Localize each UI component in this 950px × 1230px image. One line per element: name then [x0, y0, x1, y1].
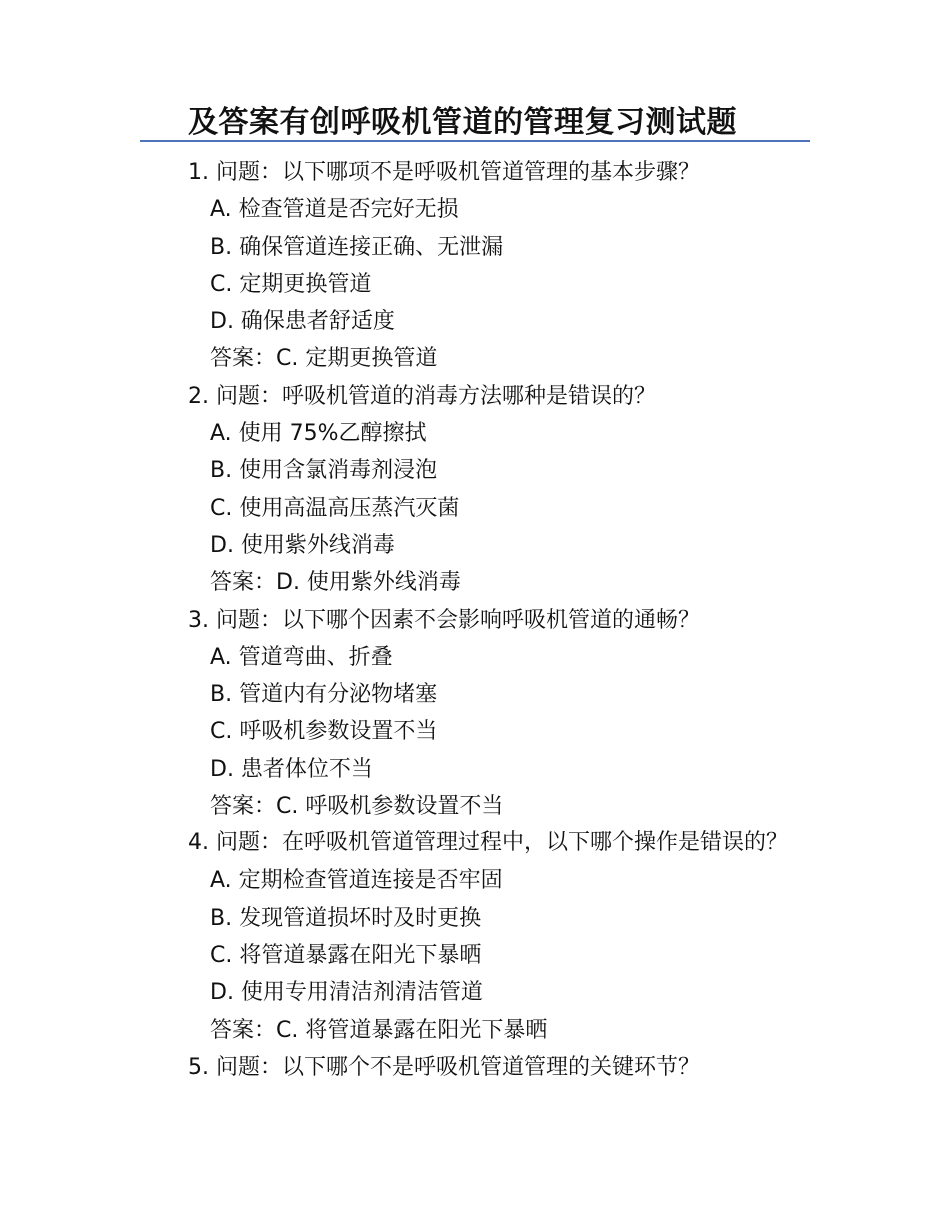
question-number: 5. [188, 1054, 209, 1080]
question-prompt: 问题：以下哪个不是呼吸机管道管理的关键环节？ [216, 1054, 701, 1080]
option-c: C. 使用高温高压蒸汽灭菌 [210, 495, 460, 521]
option-b: B. 确保管道连接正确、无泄漏 [210, 234, 504, 260]
question-number: 2. [188, 383, 209, 409]
question-prompt: 问题：以下哪项不是呼吸机管道管理的基本步骤？ [216, 160, 701, 185]
option-a: A. 使用 75%乙醇擦拭 [210, 421, 427, 447]
option-d: D. 患者体位不当 [210, 756, 373, 782]
question-5 [140, 1049, 815, 1086]
question-1 [140, 154, 815, 378]
option-d: D. 确保患者舒适度 [210, 309, 395, 335]
title-underline [140, 140, 810, 142]
question-2 [140, 378, 815, 602]
option-c: C. 定期更换管道 [210, 271, 372, 297]
question-text [140, 378, 815, 415]
option-d: D. 使用紫外线消毒 [210, 532, 395, 558]
question-list [140, 154, 815, 1086]
question-number: 3. [188, 607, 209, 633]
question-prompt: 问题：在呼吸机管道管理过程中，以下哪个操作是错误的？ [216, 830, 789, 856]
answer: 答案：C. 将管道暴露在阳光下暴晒 [210, 1017, 548, 1043]
answer: 答案：C. 定期更换管道 [210, 346, 438, 372]
question-number: 4. [188, 830, 209, 856]
option-a: A. 检查管道是否完好无损 [210, 197, 459, 223]
option-c: C. 将管道暴露在阳光下暴晒 [210, 942, 482, 968]
option-d: D. 使用专用清洁剂清洁管道 [210, 980, 483, 1006]
option-a: A. 定期检查管道连接是否牢固 [210, 868, 503, 894]
option-b: B. 发现管道损坏时及时更换 [210, 905, 482, 931]
question-text [140, 154, 815, 191]
question-text [140, 1049, 815, 1086]
option-c: C. 呼吸机参数设置不当 [210, 719, 438, 745]
option-a: A. 管道弯曲、折叠 [210, 644, 393, 670]
option-b: B. 管道内有分泌物堵塞 [210, 682, 438, 708]
document-title: 及答案有创呼吸机管道的管理复习测试题 [188, 105, 737, 140]
answer: 答案：D. 使用紫外线消毒 [210, 570, 461, 596]
option-b: B. 使用含氯消毒剂浸泡 [210, 458, 438, 484]
question-text [140, 825, 815, 862]
question-text [140, 602, 815, 639]
question-prompt: 问题：呼吸机管道的消毒方法哪种是错误的？ [216, 383, 657, 409]
answer: 答案：C. 呼吸机参数设置不当 [210, 794, 504, 820]
question-prompt: 问题：以下哪个因素不会影响呼吸机管道的通畅？ [216, 607, 701, 633]
question-3 [140, 602, 815, 826]
question-4 [140, 825, 815, 1048]
question-number: 1. [188, 160, 209, 185]
